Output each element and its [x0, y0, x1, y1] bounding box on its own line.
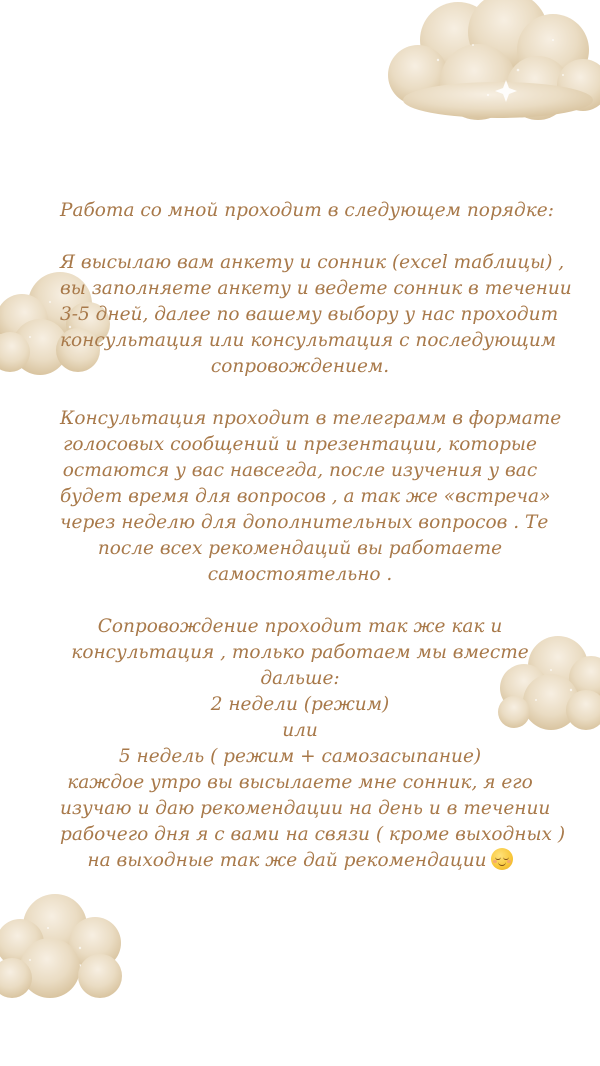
text-line: каждое утро вы высылаете мне сонник, я его	[67, 772, 533, 793]
text-line: голосовых сообщений и презентации, которые	[63, 434, 537, 455]
paragraph-support	[60, 614, 566, 874]
paragraph-intro	[60, 198, 554, 224]
text-line: будет время для вопросов , а так же «встреча»	[60, 486, 551, 507]
text-line: дальше:	[260, 668, 340, 689]
text-line: или	[282, 720, 318, 741]
paragraph-questionnaire	[60, 250, 572, 380]
text-line: консультация или консультация с последующим	[60, 330, 557, 351]
text-line: 5 недель ( режим + самозасыпание)	[118, 746, 482, 767]
text-line: Сопровождение проходит так же как и	[97, 616, 503, 637]
text-line: 3-5 дней, далее по вашему выбору у нас проходит	[60, 304, 559, 325]
text-line: через неделю для дополнительных вопросов . Те	[60, 512, 549, 533]
text-line: 2 недели (режим)	[210, 694, 390, 715]
cloud-top-right	[378, 0, 600, 125]
relieved-face-emoji	[491, 848, 513, 870]
text-line: Я высылаю вам анкету и сонник (excel таблицы) ,	[60, 252, 565, 273]
text-line: самостоятельно .	[207, 564, 393, 585]
text-line: вы заполняете анкету и ведете сонник в течении	[60, 278, 572, 299]
text-line: Консультация проходит в телеграмм в формате	[60, 408, 562, 429]
main-text	[60, 198, 572, 874]
text-line: остаются у вас навсегда, после изучения у вас	[62, 460, 538, 481]
text-line-last-text: на выходные так же дай рекомендации	[87, 850, 487, 871]
text-line: консультация , только работаем мы вместе	[71, 642, 529, 663]
text-line-last	[60, 848, 540, 874]
text-line: после всех рекомендаций вы работаете	[97, 538, 503, 559]
text-line: Работа со мной проходит в следующем порядке:	[60, 200, 554, 221]
paragraph-consultation	[60, 406, 562, 588]
text-line: изучаю и даю рекомендации на день и в течении	[60, 798, 551, 819]
cloud-bottom-left	[0, 888, 130, 1008]
text-line: рабочего дня я с вами на связи ( кроме выходных )	[60, 824, 566, 845]
text-line: сопровождением.	[210, 356, 390, 377]
